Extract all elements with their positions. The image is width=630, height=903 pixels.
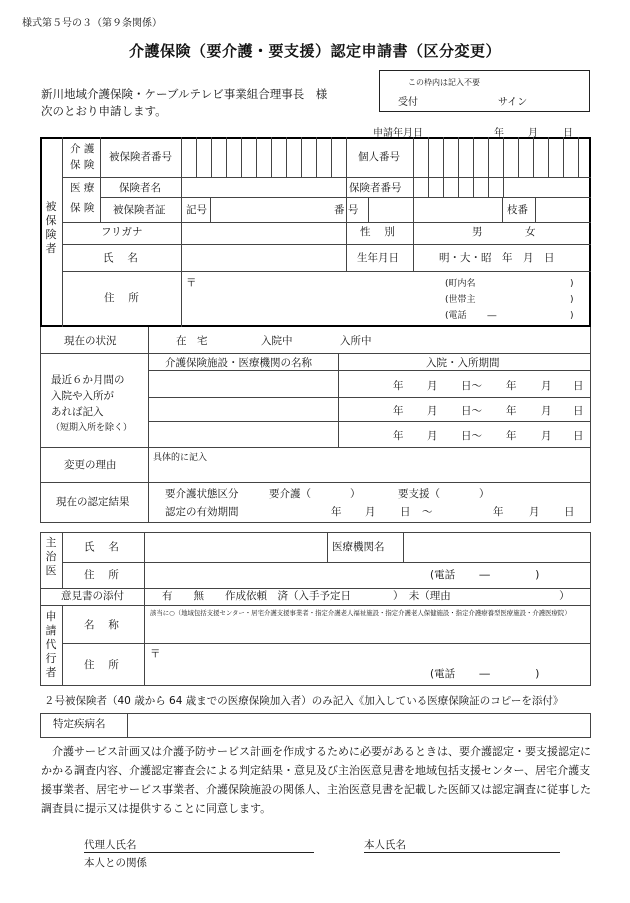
sex-label: 性 別 xyxy=(360,226,395,238)
card-symbol-label: 記号 xyxy=(186,204,207,216)
doctor-group-label: 主 治 医 xyxy=(45,536,57,577)
application-date-month[interactable]: 月 xyxy=(528,128,538,139)
office-use-box xyxy=(379,70,590,112)
agent-type-note[interactable]: 該当に○（地域包括支援センター・居宅介護支援事業者・指定介護老人福祉施設・指定介護老人保健施設・指定介護療養型医療施設・介護医療院） xyxy=(150,609,571,617)
medical-institution-label: 医療機関名 xyxy=(332,541,385,553)
validity-period-label: 認定の有効期間 xyxy=(165,506,239,518)
furigana-label: フリガナ xyxy=(101,226,143,238)
recent-stay-label-3: あれば記入 xyxy=(51,406,104,418)
page-title: 介護保険（要介護・要支援）認定申請書（区分変更） xyxy=(128,42,501,60)
agent-postal-mark: 〒 xyxy=(150,648,161,660)
sex-male-option[interactable]: 男 xyxy=(472,226,483,238)
insurer-name-label: 保険者名 xyxy=(119,182,161,194)
birth-date-format[interactable]: 明・大・昭 年 月 日 xyxy=(439,252,555,264)
insured-card-label: 被保険者証 xyxy=(113,204,166,216)
office-received-label: 受付 xyxy=(398,97,418,108)
sex-female-option[interactable]: 女 xyxy=(525,226,536,238)
agent-phone-field[interactable]: (電話 ― ) xyxy=(430,668,540,680)
addressee xyxy=(41,86,327,120)
stay-period-header: 入院・入所期間 xyxy=(426,357,500,369)
kaigo-hoken-label-2: 保 険 xyxy=(70,159,95,171)
town-label: (町内名 xyxy=(445,279,476,289)
iryo-hoken-label-2: 保 険 xyxy=(70,202,95,214)
opinion-attachment-label: 意見書の添付 xyxy=(61,590,124,602)
care-required-field[interactable]: 要介護（ xyxy=(269,488,311,500)
name-label: 氏 名 xyxy=(103,252,138,264)
current-status-label: 現在の状況 xyxy=(64,335,117,347)
facility-name-header: 介護保険施設・医療機関の名称 xyxy=(165,357,312,369)
address-label: 住 所 xyxy=(104,292,139,304)
self-name-signature-line[interactable] xyxy=(364,852,560,853)
application-date-label: 申請年月日 xyxy=(373,128,423,139)
agent-address-label: 住 所 xyxy=(84,659,119,671)
doctor-phone-field[interactable]: (電話 ― ) xyxy=(430,569,540,581)
consent-text: 介護サービス計画又は介護予防サービス計画を作成するために必要があるときは、要介護認定・要支援認定にかかる調査内容、介護認定審査会による判定結果・意見及び主治医意見書を地域包括支援センター、居宅介護支援事業者、居宅サービス事業者、介護保険施設の関係人、主治医意見書を記載した医師又は認定調査に従事した調査員に提示又は提供することに同意します。 xyxy=(41,745,591,815)
status-facility-option[interactable]: 入所中 xyxy=(340,335,372,347)
doctor-name-label: 氏 名 xyxy=(84,541,119,553)
agent-name-signature-line[interactable] xyxy=(84,852,314,853)
branch-number-label: 枝番 xyxy=(507,204,528,216)
application-date-day[interactable]: 日 xyxy=(563,128,573,139)
birth-date-label: 生年月日 xyxy=(357,252,399,264)
insured-group-label: 被 保 険 者 xyxy=(45,200,57,255)
support-required-field[interactable]: 要支援（ xyxy=(398,488,440,500)
householder-label: (世帯主 xyxy=(445,295,476,305)
kaigo-hoken-label-1: 介 護 xyxy=(70,143,95,155)
specific-disease-label: 特定疾病名 xyxy=(53,718,106,730)
application-date-year[interactable]: 年 xyxy=(494,128,504,139)
addressee-line-2: 次のとおり申請します。 xyxy=(41,104,167,118)
iryo-hoken-label-1: 医 療 xyxy=(70,182,95,194)
recent-stay-label-4: （短期入所を除く） xyxy=(51,423,133,433)
care-class-label: 要介護状態区分 xyxy=(165,488,239,500)
form-number: 様式第５号の３（第９条関係） xyxy=(22,18,162,29)
agent-group-label: 申 請 代 行 者 xyxy=(45,610,57,679)
insured-number-label: 被保険者番号 xyxy=(109,151,172,163)
insurer-number-label: 保険者番号 xyxy=(349,182,402,194)
secondary-insured-note: ２号被保険者（40 歳から 64 歳までの医療保険加入者）のみ記入《加入している医療保険証のコピーを添付》 xyxy=(44,695,564,707)
postal-mark: 〒 xyxy=(186,277,197,289)
office-use-note: この枠内は記入不要 xyxy=(408,78,480,87)
current-result-label: 現在の認定結果 xyxy=(56,496,130,508)
recent-stay-label-1: 最近６か月間の xyxy=(51,374,125,386)
change-reason-hint[interactable]: 具体的に記入 xyxy=(153,453,208,463)
insured-phone-label: (電話 ― xyxy=(445,311,497,321)
self-name-signature-label: 本人氏名 xyxy=(364,839,406,851)
personal-number-label: 個人番号 xyxy=(358,151,400,163)
card-number-label: 番 号 xyxy=(334,204,359,216)
change-reason-label: 変更の理由 xyxy=(64,459,117,471)
agent-name-label: 名 称 xyxy=(84,619,119,631)
opinion-attachment-options[interactable]: 有 無 作成依頼 済（入手予定日 ） 未（理由 ） xyxy=(162,590,570,602)
addressee-line-1: 新川地域介護保険・ケーブルテレビ事業組合理事長 様 xyxy=(41,87,328,101)
recent-stay-label-2: 入院や入所が xyxy=(51,390,114,402)
relation-label: 本人との関係 xyxy=(84,857,147,869)
office-sign-label: サイン xyxy=(498,97,528,108)
status-hospital-option[interactable]: 入院中 xyxy=(261,335,293,347)
status-home-option[interactable]: 在 宅 xyxy=(176,335,208,347)
agent-name-signature-label: 代理人氏名 xyxy=(84,839,137,851)
doctor-address-label: 住 所 xyxy=(84,569,119,581)
